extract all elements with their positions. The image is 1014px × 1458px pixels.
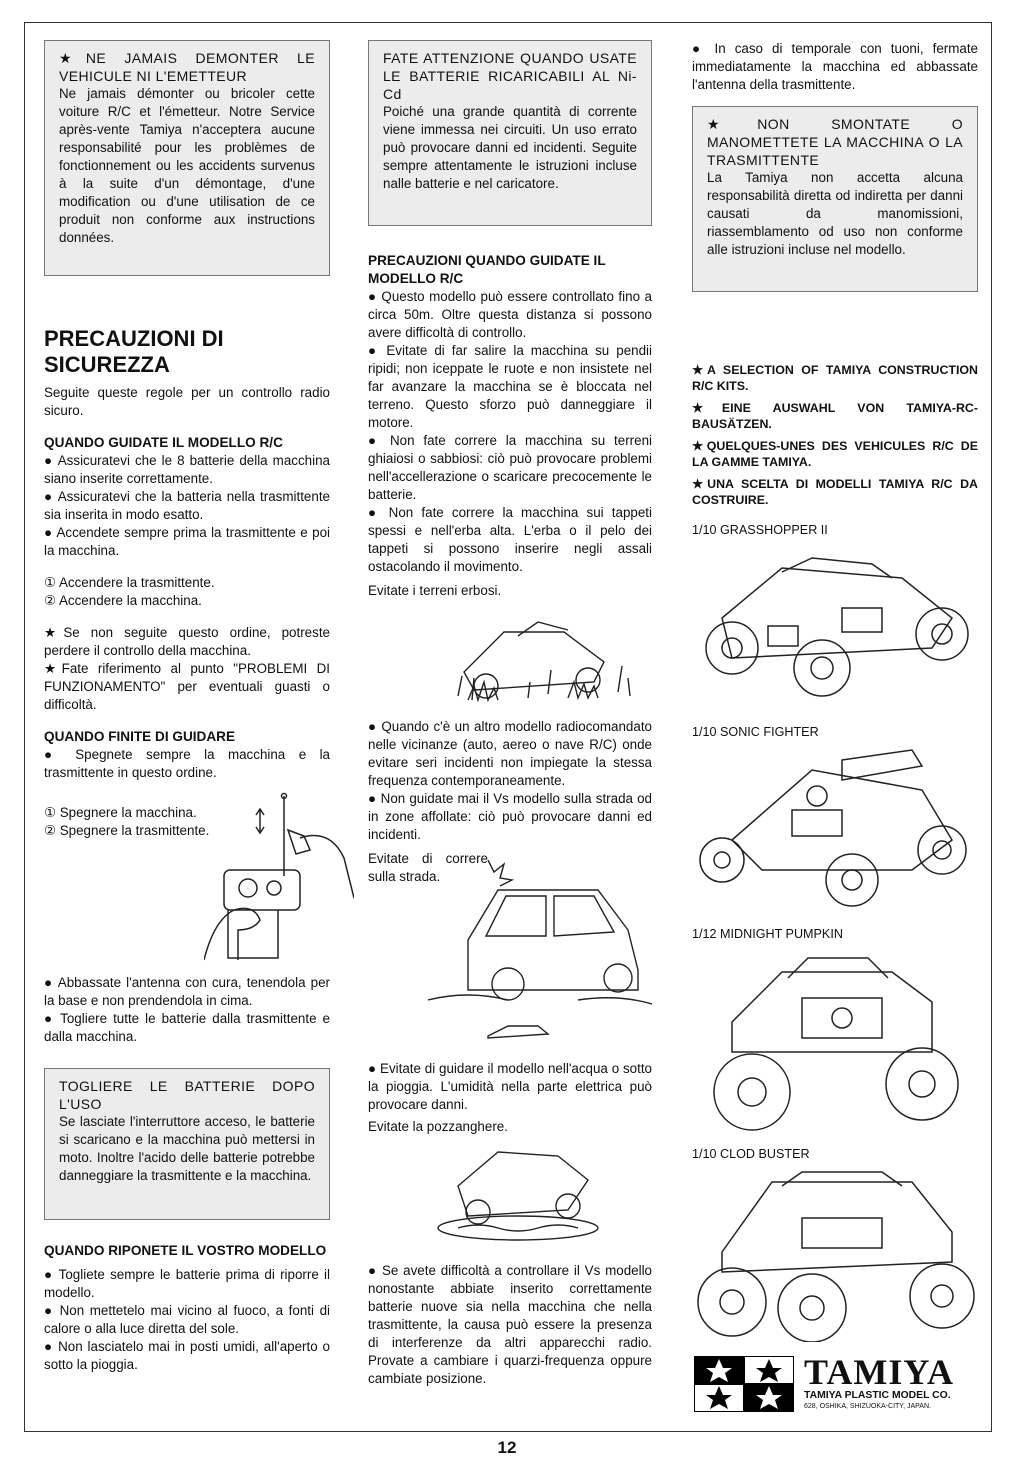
sonic-fighter-car-icon [692,740,976,910]
tamper-box-text: La Tamiya non accetta alcuna responsabilità diretta od indiretta per danni causati da manomissioni, riassemblamento od uso non conforme alle istruzioni incluse nel modello. [707,170,963,257]
bullet-frequency: ● Quando c'è un altro modello radiocomandato nelle vicinanze (auto, aereo o nave R/C) onde evitare seri incidenti non impiegate la stessa frequenza contemporaneamente. [368,719,652,788]
selection-italian: ★UNA SCELTA DI MODELLI TAMIYA R/C DA COSTRUIRE. [692,477,978,507]
logo-address: 628, OSHIKA, SHIZUOKA-CITY, JAPAN. [804,1403,931,1410]
column-left [44,40,330,1374]
puddle-car-illustration [368,1136,652,1248]
battery-box [44,1068,330,1220]
street-car-illustration [428,860,652,1046]
heading-finite: QUANDO FINITE DI GUIDARE [44,729,236,744]
tamper-box [692,106,978,292]
heading-precauzioni: PRECAUZIONI QUANDO GUIDATE IL MODELLO R/C [368,253,606,286]
bullet-carpet: ● Non fate correre la macchina sui tappeti spessi e nell'erba alta. L'erba o il pelo dei tappeti si possono inserire negli assali ostacolando il movimento. [368,505,652,574]
clod-buster-truck-icon [692,1162,976,1342]
column-right [692,40,978,1342]
street-illustration-block [368,850,652,1046]
bullet-storm: ● In caso di temporale con tuoni, fermate immediatamente la macchina ed abbassate l'antenna della trasmittente. [692,41,978,92]
bullet-riponete-2: ● Non mettetelo mai vicino al fuoco, a fonti di calore o alla luce diretta del sole. [44,1303,330,1336]
bullet-range: ● Questo modello può essere controllato fino a circa 50m. Oltre questa distanza si possono avere difficoltà di controllo. [368,289,652,340]
caption-street: Evitate di correre sulla strada. [368,851,488,884]
warning-box-title: ★NE JAMAIS DEMONTER LE VEHICULE NI L'EMETTEUR [59,50,315,84]
step-on-2: ② Accendere la macchina. [44,593,202,608]
bullet-riponete-3: ● Non lasciatelo mai in posti umidi, all'aperto o sotto la pioggia. [44,1339,330,1372]
bullet-street: ● Non guidate mai il Vs modello sulla strada od in zone affollate: ciò può provocare danni ed incidenti. [368,791,652,842]
bullet-water: ● Evitate di guidare il modello nell'acqua o sotto la pioggia. L'umidità nella parte elettrica può provocare danni. [368,1061,652,1112]
page-number: 12 [497,1438,517,1457]
selection-german: ★EINE AUSWAHL VON TAMIYA-RC-BAUSÄTZEN. [692,401,978,431]
heading-guidate: QUANDO GUIDATE IL MODELLO R/C [44,435,283,450]
car-label-midnight-pumpkin: 1/12 MIDNIGHT PUMPKIN [692,927,843,941]
intro-text: Seguite queste regole per un controllo radio sicuro. [44,385,330,418]
battery-box-text: Se lasciate l'interruttore acceso, le batterie si scaricano e la macchina può mettersi in moto. Inoltre l'acido delle batterie potrebbe danneggiare la trasmittente e la macchina. [59,1114,315,1183]
nicd-box [368,40,652,226]
car-label-sonic-fighter: 1/10 SONIC FIGHTER [692,725,819,739]
selection-french: ★QUELQUES-UNES DES VEHICULES R/C DE LA GAMME TAMIYA. [692,439,978,469]
note-order: ★Se non seguite questo ordine, potreste perdere il controllo della macchina. [44,625,330,658]
bullet-antenna: ● Abbassate l'antenna con cura, tenendola per la base e non prendendola in cima. [44,975,330,1008]
step-on-1: ① Accendere la trasmittente. [44,575,215,590]
tamiya-logo [694,1352,978,1412]
logo-wordmark: TAMIYA [804,1352,955,1392]
bullet-guidate-2: ● Assicuratevi che la batteria nella trasmittente sia inserita in modo esatto. [44,489,330,522]
logo-company: TAMIYA PLASTIC MODEL CO. [804,1390,951,1401]
bullet-interference: ● Se avete difficoltà a controllare il Vs modello nonostante abbiate inserito correttamente batterie nuove sia nella macchina che nella trasmittente, la causa può essere la presenza di interferenze da altri apparecchi radio. Provate a cambiare i quarzi-frequenza oppure cambiate posizione. [368,1263,652,1386]
bullet-guidate-1: ● Assicuratevi che le 8 batterie della macchina siano inserite correttamente. [44,453,330,486]
heading-riponete: QUANDO RIPONETE IL VOSTRO MODELLO [44,1243,327,1258]
bullet-riponete-1: ● Togliete sempre le batterie prima di riporre il modello. [44,1267,330,1300]
step-off-2: ② Spegnere la trasmittente. [44,823,210,838]
bullet-guidate-3: ● Accendete sempre prima la trasmittente e poi la macchina. [44,525,330,558]
tamper-box-title: ★NON SMONTATE O MANOMETTETE LA MACCHINA O LA TRASMITTENTE [707,116,963,168]
warning-box-french [44,40,330,276]
car-label-clod-buster: 1/10 CLOD BUSTER [692,1147,810,1161]
bullet-gravel: ● Non fate correre la macchina su terreni ghiaiosi o sabbiosi: ciò può provocare problemi nell'accellerazione o scaricare precocemente le batterie. [368,433,652,502]
note-problems: ★Fate riferimento al punto "PROBLEMI DI FUNZIONAMENTO" per eventuali guasti o difficoltà. [44,661,330,712]
section-title: PRECAUZIONI DI SICUREZZA [44,326,224,377]
selection-english: ★A SELECTION OF TAMIYA CONSTRUCTION R/C KITS. [692,363,978,393]
warning-box-text: Ne jamais démonter ou bricoler cette voiture R/C et l'émetteur. Notre Service après-vente Tamiya n'acceptera aucune responsabilité pour les problèmes de fonctionnement ou les accidents survenus à la suite d'un démontage, d'une modification ou d'une utilisation de ce produit non conforme aux instructions données. [59,86,315,245]
battery-box-title: TOGLIERE LE BATTERIE DOPO L'USO [59,1078,315,1112]
column-middle [368,40,652,1388]
nicd-box-text: Poiché una grande quantità di corrente viene immessa nei circuiti. Un uso errato può provocare danni ed incidenti. Seguite sempre attentamente le istruzioni incluse nalle batterie e nel caricatore. [383,104,637,191]
grasshopper-car-icon [692,538,976,714]
step-off-1: ① Spegnere la macchina. [44,805,197,820]
nicd-box-title: FATE ATTENZIONE QUANDO USATE LE BATTERIE RICARICABILI AL Ni-Cd [383,50,637,102]
midnight-pumpkin-truck-icon [692,942,976,1136]
bullet-batteries-remove: ● Togliere tutte le batterie dalla trasmittente e dalla macchina. [44,1011,330,1044]
caption-puddle: Evitate la pozzanghere. [368,1119,508,1134]
tamiya-star-icon [694,1356,794,1412]
bullet-finite-1: ● Spegnete sempre la macchina e la trasmittente in questo ordine. [44,747,330,780]
bullet-slopes: ● Evitate di far salire la macchina su pendii ripidi; non iceppate le ruote e non insistete nel far avanzare la macchina se è bloccata nel terreno. Questo sforzo può danneggiare il motore. [368,343,652,430]
transmitter-illustration-block [44,804,330,964]
transmitter-hand-icon [204,790,354,966]
car-label-grasshopper: 1/10 GRASSHOPPER II [692,523,828,537]
caption-grass: Evitate i terreni erbosi. [368,583,502,598]
grass-car-illustration [368,600,652,710]
